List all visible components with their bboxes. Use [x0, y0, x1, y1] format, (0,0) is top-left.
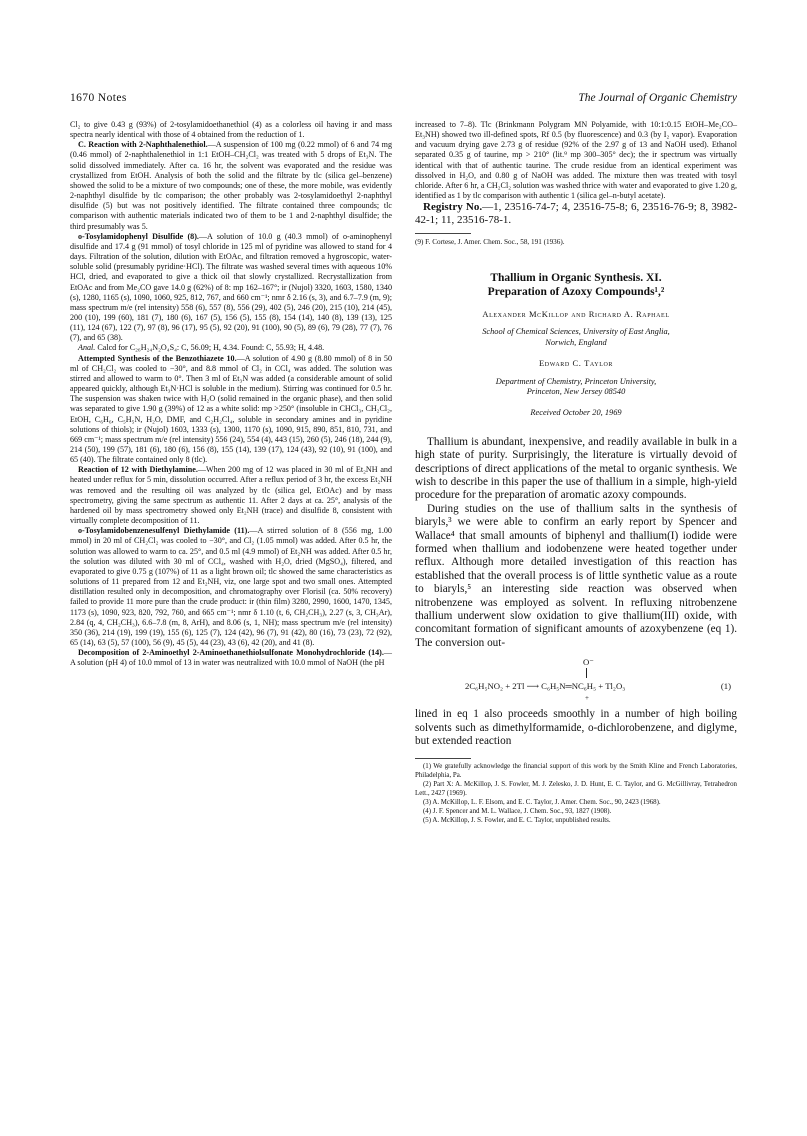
paragraph: increased to 7–8). Tlc (Brinkmann Polygram MN Polyamide, with 10:1:0.15 EtOH–Me₂CO–Et₃NH) showed two ill-defined spots, Rf 0.5 (by fluorescence) and 0.3 (by I₂ vapor). Evaporation and vacuum drying gave 2.73 g of residue (92% of the 2.97 g of 13 and NaOH used). Ethanol separated 0.35 g of taurine, mp > 210° (lit.⁹ mp 300–305° dec); the ir spectrum was virtually identical with that of authentic taurine. The crude residue from an identical experiment was dissolved in H₂O, and 0.80 g of NaOH was added. The mixture then was treated with tosyl chloride. After 6 hr, a CH₂Cl₂ solution was washed thrice with water and evaporated to give 1.20 g, identified as 1 by tlc comparison with authentic 1 (silica gel–n-butyl acetate). — [415, 120, 737, 201]
article-affiliation-2: Department of Chemistry, Princeton University, Princeton, New Jersey 08540 — [495, 376, 657, 397]
article-authors: Alexander McKillop and Richard A. Raphael — [482, 309, 670, 320]
article-affiliation: School of Chemical Sciences, University of East Anglia, Norwich, England — [482, 327, 670, 347]
article-body — [415, 436, 737, 749]
footnote: (1) We gratefully acknowledge the financial support of this work by the Smith Kline and French Laboratories, Philadelphia, Pa. — [415, 763, 737, 780]
footnote: (2) Part X: A. McKillop, J. S. Fowler, M. J. Zelesko, J. D. Hunt, E. C. Taylor, and G. McGillivray, Tetrahedron Lett., 2427 (1969). — [415, 781, 737, 798]
footnote-rule — [415, 758, 471, 759]
left-column — [70, 120, 392, 668]
paragraph: lined in eq 1 also proceeds smoothly in a number of high boiling solvents such as dimethylformamide, o-dichlorobenzene, and diglyme, but extended reaction — [415, 708, 737, 748]
received-date: Received October 20, 1969 — [530, 407, 622, 417]
paragraph: Anal. Calcd for C₂₆H₂₄N₂O₄S₄: C, 56.09; H, 4.34. Found: C, 55.93; H, 4.48. — [78, 343, 325, 353]
paragraph: o-Tosylamidophenyl Disulfide (8).—A solution of 10.0 g (40.3 mmol) of o-aminophenyl disulfide and 17.4 g (91 mmol) of tosyl chloride in 125 ml of pyridine was allowed to stand for 4 days. Filtration of the solution, dilution with EtOAc, and filtration removed a hygroscopic, water-soluble solid (presumably pyridine·HCl). The filtrate was washed several times with aqueous 10% HCl, dried, and evaporated to give a thick oil that slowly crystallized. Recrystallization from EtOAc and from Me₂CO gave 14.0 g (62%) of 8: mp 162–167°; ir (Nujol) 3320, 1603, 1580, 1340 (s), 1280, 1165 (s), 1090, 1060, 925, 812, 767, and 660 cm⁻¹; nmr δ 2.16 (s, 3), and 6.7–7.9 (m, 9); mass spectrum m/e (rel intensity) 558 (6), 557 (8), 556 (29), 402 (5), 246 (20), 215 (10), 214 (45), 200 (10), 199 (60), 181 (7), 180 (6), 167 (5), 156 (5), 155 (8), 154 (14), 140 (8), 139 (13), 125 (11), 124 (67), 122 (7), 97 (8), 96 (17), 95 (5), 92 (20), 91 (100), 90 (5), 89 (6), 79 (28), 77 (7), 76 (7), and 65 (38). — [70, 231, 392, 343]
footnote: (9) F. Cortese, J. Amer. Chem. Soc., 58, 191 (1936). — [415, 238, 565, 247]
right-column — [415, 120, 737, 826]
journal-name: The Journal of Organic Chemistry — [578, 92, 737, 104]
page-header — [70, 92, 737, 108]
equation-text: 2C₆H₅NO₂ + 2Tl ⟶ C₆H₅N═NC₆H₅ + Tl₂O₃ — [465, 681, 626, 692]
paragraph: Decomposition of 2-Aminoethyl 2-Aminoethanethiolsulfonate Monohydrochloride (14).—A solution (pH 4) of 10.0 mmol of 13 in water was neutralized with 10.0 mmol of NaOH (the pH — [70, 648, 392, 668]
paragraph: o-Tosylamidobenzenesulfenyl Diethylamide (11).—A stirred solution of 8 (556 mg, 1.00 mmol) in 20 ml of CH₂Cl₂ was cooled to −30°, and Cl₂ (1.05 mmol) was added. After 0.5 hr, the solution was allowed to warm to ca. 25°, and 0.5 ml (4.9 mmol) of Et₂NH was added. After 0.5 hr, the solution was diluted with 30 ml of CCl₄, washed with H₂O, dried (MgSO₄), filtered, and evaporated to give 0.75 g (107%) of 11 as a light brown oil; tlc showed the same characteristics as solutions of 11 prepared from 12 and Et₂NH, viz, one large spot and two small ones. Attempted distillation resulted only in decomposition, and chromatography over Florisil (ca. 50% recovery) failed to provide 11 more pure than the crude product: ir (thin film) 3280, 2990, 1600, 1470, 1345, 1173 (s), 1090, 923, 820, 792, 760, and 665 cm⁻¹; nmr δ 1.10 (t, 6, CH₂CH₃), 2.27 (s, 3, CH₃Ar), 2.84 (q, 4, CH₂CH₃), 6.6–7.8 (m, 8, ArH), and 8.06 (s, 1, NH); mass spectrum m/e (rel intensity) 350 (36), 214 (19), 199 (19), 155 (6), 125 (7), 124 (42), 96 (7), 91 (42), 80 (16), 73 (23), 72 (92), 65 (14), 63 (5), 57 (100), 56 (9), 45 (5), 44 (23), 43 (6), 42 (20), and 41 (8). — [70, 526, 392, 647]
registry-numbers: Registry No.—1, 23516-74-7; 4, 23516-75-8; 6, 23516-76-9; 8, 3982-42-1; 11, 23516-78-1. — [415, 201, 737, 227]
equation-number: (1) — [720, 681, 731, 692]
footnotes — [415, 763, 737, 825]
article-author-2: Edward C. Taylor — [539, 358, 613, 369]
equation-bond — [586, 668, 587, 678]
paragraph: Reaction of 12 with Diethylamine.—When 200 mg of 12 was placed in 30 ml of Et₂NH and heated under reflux for 5 min, dissolution occurred. After a reflux period of 3 hr, the excess Et₂NH was removed and the resulting oil was analyzed by tlc (silica gel, EtOAc) and by mass spectrometry, giving the same spectrum as authentic 11. After 2 days at ca. 25°, analysis of the hardened oil by mass spectrometry showed only Et₂NH (trace) and disulfide 8, consistent with virtually complete decomposition of 11. — [70, 465, 393, 526]
article-title: Thallium in Organic Synthesis. XI. Preparation of Azoxy Compounds¹,² — [487, 272, 665, 299]
paragraph: During studies on the use of thallium salts in the synthesis of biaryls,³ we were able to confirm an early report by Spencer and Wallace⁴ that small amounts of biphenyl and thallium(I) iodide were formed when thallium and iodobenzene were heated together under reflux. Although more detailed investigation of this reaction has established that the overall process is of little synthetic value as a route to biaryls,⁵ an interesting side reaction was observed when nitrobenzene was employed as solvent. In refluxing nitrobenzene thallium underwent slow oxidation to give thallium(III) oxide, with concomitant formation of significant amounts of azoxybenzene (eq 1). The conversion out- — [415, 502, 737, 649]
footnote: (4) J. F. Spencer and M. L. Wallace, J. Chem. Soc., 93, 1827 (1908). — [423, 807, 612, 815]
footnote: (5) A. McKillop, J. S. Fowler, and E. C. Taylor, unpublished results. — [423, 816, 611, 824]
equation-1 — [415, 656, 737, 704]
paragraph: Cl₂ to give 0.43 g (93%) of 2-tosylamidoethanethiol (4) as a colorless oil having ir and mass spectra nearly identical with those of 4 obtained from the reduction of 1. — [70, 120, 392, 140]
paragraph: Attempted Synthesis of the Benzothiazete 10.—A solution of 4.90 g (8.80 mmol) of 8 in 50 ml of CH₂Cl₂ was cooled to −30°, and 8.8 mmol of Cl₂ in CCl₄ was added. The solution was stirred and allowed to warm to 0°. Then 3 ml of Et₃N was added (a considerable amount of solid appeared quickly, although Et₃N·HCl is soluble in the medium). Stirring was continued for 0.5 hr. The suspension was shaken twice with H₂O (solid remained in the organic phase), and then solid was separated to give 1.90 g (39%) of 12 as a white solid: mp >250° (insoluble in CHCl₃, CH₂Cl₂, EtOH, C₆H₆, C₅H₅N, H₂O, DMF, and C₂H₂Cl₄, soluble in secondary amines and in pyridine solutions of thiols); ir (Nujol) 1603, 1333 (s), 1300, 1170 (s), 1090, 915, 890, 851, 810, 731, and 669 cm⁻¹; mass spectrum m/e (rel intensity) 556 (24), 554 (4), 443 (15), 260 (5), 246 (18), 244 (9), 214 (50), 199 (57), 181 (6), 180 (6), 156 (8), 155 (14), 139 (17), 124 (43), 92 (10), 91 (100), and 65 (40). The filtrate contained only 8 (tlc). — [70, 353, 392, 465]
equation-oxide: O⁻ — [583, 657, 594, 668]
paragraph: Thallium is abundant, inexpensive, and readily available in bulk in a high state of purity. Surprisingly, the literature is virtually devoid of descriptions of direct applications of the metal to organic synthesis. We wish to describe in this paper the use of thallium in a simple, high-yield procedure for the preparation of aromatic azoxy compounds. — [415, 435, 737, 502]
equation-charge: + — [585, 694, 589, 703]
paragraph: C. Reaction with 2-Naphthalenethiol.—A suspension of 100 mg (0.22 mmol) of 6 and 74 mg (0.46 mmol) of 2-naphthalenethiol in 1:1 EtOH–CH₂Cl₂ was treated with 5 drops of Et₃N. The solid dissolved immediately. After ca. 16 hr, the solvent was evaporated and the residue was crystallized from EtOH. Analysis of both the solid and the filtrate by tlc (silica gel–benzene) showed the solid to be a mixture of two compounds; one of these, the more mobile, was evidently 2-naphthyl disulfide by tlc comparison; the other probably was 2-tosylamidoethyl 2-naphthyl disulfide (5) but was not positively identified. The filtrate contained three compounds; tlc comparison with authentic materials indicated two of them to be 1 and 2-naphthyl disulfide; the third presumably was 5. — [70, 140, 392, 231]
page-number-label: 1670 Notes — [70, 92, 127, 104]
footnote: (3) A. McKillop, L. F. Elsom, and E. C. Taylor, J. Amer. Chem. Soc., 90, 2423 (1968). — [423, 799, 661, 807]
footnote-rule — [415, 233, 471, 234]
